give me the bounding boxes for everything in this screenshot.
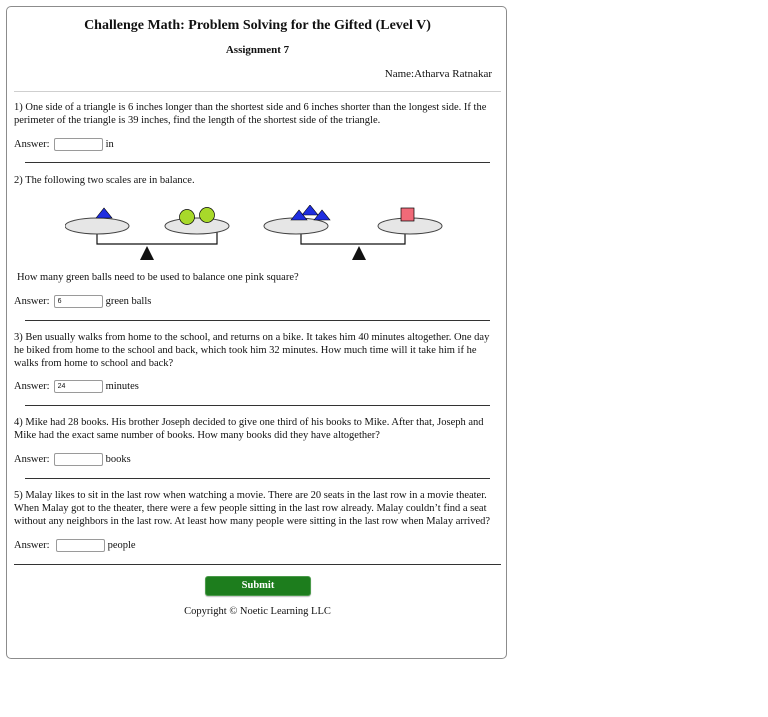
question-4-text: 4) Mike had 28 books. His brother Joseph decided to give one third of his books to Mike. After that, Joseph and Mike had the exact same number of books. How many books did they have altogether? xyxy=(14,417,484,441)
question-1-answer-input[interactable] xyxy=(54,138,103,151)
pink-square-icon xyxy=(401,208,414,221)
answer-unit: minutes xyxy=(105,380,139,392)
triangle-icon xyxy=(302,205,318,215)
fulcrum-icon xyxy=(140,246,154,260)
answer-unit: books xyxy=(105,453,131,465)
question-5-answer-input[interactable] xyxy=(56,539,105,552)
balance-scales-figure xyxy=(65,205,445,267)
question-5-text: 5) Malay likes to sit in the last row when watching a movie. There are 20 seats in the last row in a movie theater. When Malay got to the theater, there were a few people sitting in the last row already. Malay couldn’t find a seat without any neighbors in the last row. At least how many people were sitting in the last row when Malay arrived? xyxy=(14,490,491,527)
answer-label: Answer: xyxy=(14,380,50,392)
question-2-answer-row xyxy=(14,294,151,308)
assignment-panel xyxy=(6,6,507,659)
question-divider xyxy=(25,405,490,406)
question-4-answer-input[interactable] xyxy=(54,453,103,466)
copyright: Copyright © Noetic Learning LLC xyxy=(184,606,331,617)
question-4-answer-row xyxy=(14,452,131,466)
question-divider xyxy=(25,162,490,163)
answer-unit: people xyxy=(107,539,136,551)
answer-unit: in xyxy=(105,138,114,150)
answer-unit: green balls xyxy=(105,295,152,307)
header-divider xyxy=(14,91,501,92)
question-5-answer-row xyxy=(14,538,136,552)
question-3-text: 3) Ben usually walks from home to the school, and returns on a bike. It takes him 40 minutes altogether. One day he biked from home to the school and back, which took him 32 minutes. How much time will it take him if he walks from home to school and back? xyxy=(14,332,490,369)
question-2-text: 2) The following two scales are in balance. xyxy=(14,175,195,186)
question-2-answer-input[interactable]: 6 xyxy=(54,295,103,308)
question-3-answer-row xyxy=(14,379,139,393)
green-ball-icon xyxy=(180,210,195,225)
question-1-text: 1) One side of a triangle is 6 inches longer than the shortest side and 6 inches shorter than the longest side. If the perimeter of the triangle is 39 inches, find the length of the shortest side of the triangle. xyxy=(14,102,487,126)
student-name: Name:Atharva Ratnakar xyxy=(384,68,492,80)
balance-scale-2 xyxy=(264,205,442,260)
assignment-title: Assignment 7 xyxy=(225,44,290,56)
form-divider xyxy=(14,564,501,565)
question-divider xyxy=(25,478,490,479)
submit-button[interactable]: Submit xyxy=(205,576,311,596)
question-divider xyxy=(25,320,490,321)
triangle-icon xyxy=(96,208,112,218)
fulcrum-icon xyxy=(352,246,366,260)
question-2-followup: How many green balls need to be used to balance one pink square? xyxy=(17,272,299,283)
answer-label: Answer: xyxy=(14,138,50,150)
balance-scale-1 xyxy=(65,208,229,261)
answer-label: Answer: xyxy=(14,453,50,465)
page-title: Challenge Math: Problem Solving for the Gifted (Level V) xyxy=(84,18,431,33)
green-ball-icon xyxy=(200,208,215,223)
question-1-answer-row xyxy=(14,137,114,151)
answer-label: Answer: xyxy=(14,295,50,307)
answer-label: Answer: xyxy=(14,539,50,551)
question-3-answer-input[interactable]: 24 xyxy=(54,380,103,393)
